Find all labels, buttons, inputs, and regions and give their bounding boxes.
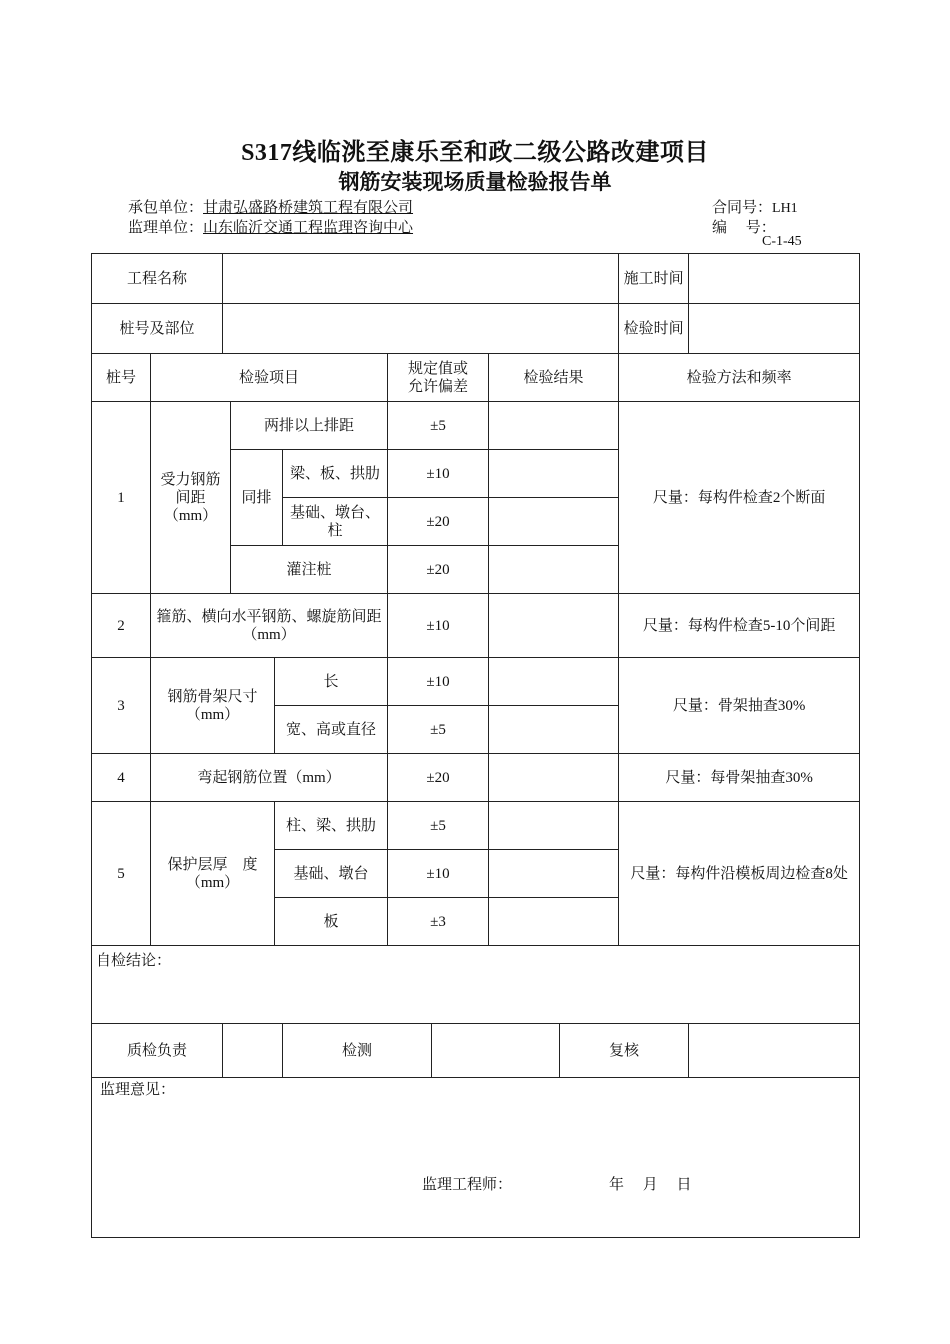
- row3-width-result[interactable]: [489, 706, 619, 754]
- supervisor-value: 山东临沂交通工程监理咨询中心: [203, 220, 414, 236]
- test-label: 检测: [283, 1024, 432, 1078]
- row4-spec: ±20: [388, 754, 489, 802]
- row3-length-label: 长: [275, 658, 388, 706]
- form-code: C-1-45: [762, 234, 802, 249]
- row4-no: 4: [92, 754, 151, 802]
- test-field[interactable]: [432, 1024, 560, 1078]
- contractor-value: 甘肃弘盛路桥建筑工程有限公司: [203, 200, 414, 216]
- project-name-field[interactable]: [223, 254, 619, 304]
- row5-foundation-result[interactable]: [489, 850, 619, 898]
- station-label: 桩号及部位: [92, 304, 223, 354]
- inspection-time-field[interactable]: [689, 304, 860, 354]
- row3-length-spec: ±10: [388, 658, 489, 706]
- row2-method: 尺量：每构件检查5-10个间距: [619, 594, 860, 658]
- row5-method: 尺量：每构件沿模板周边检查8处: [619, 802, 860, 946]
- row3-no: 3: [92, 658, 151, 754]
- row5-column-label: 柱、梁、拱肋: [275, 802, 388, 850]
- row5-no: 5: [92, 802, 151, 946]
- serial-no-label: 编 号：: [712, 220, 776, 236]
- row1-beam-label: 梁、板、拱肋: [283, 450, 388, 498]
- form-title: 钢筋安装现场质量检验报告单: [338, 170, 612, 194]
- row2-spec: ±10: [388, 594, 489, 658]
- contractor-line: [128, 196, 413, 217]
- row1-pile-label: 灌注桩: [231, 546, 388, 594]
- supervisor-line: [128, 216, 413, 237]
- row5-slab-label: 板: [275, 898, 388, 946]
- row1-foundation-result[interactable]: [489, 498, 619, 546]
- row1-foundation-label: 基础、墩台、柱: [283, 498, 388, 546]
- row1-method: 尺量：每构件检查2个断面: [619, 402, 860, 594]
- construction-time-label: 施工时间: [619, 254, 689, 304]
- supervision-section[interactable]: [92, 1078, 860, 1238]
- project-name-label: 工程名称: [92, 254, 223, 304]
- contract-no-value: LH1: [772, 201, 798, 216]
- row1-two-rows-result[interactable]: [489, 402, 619, 450]
- row5-foundation-label: 基础、墩台: [275, 850, 388, 898]
- inspection-table: [91, 253, 860, 1238]
- row3-length-result[interactable]: [489, 658, 619, 706]
- row1-beam-spec: ±10: [388, 450, 489, 498]
- supervision-engineer-label: 监理工程师：: [422, 1177, 513, 1193]
- row1-two-rows-spec: ±5: [388, 402, 489, 450]
- col-header-item: 检验项目: [151, 354, 388, 402]
- row3-group: 钢筋骨架尺寸（mm）: [151, 658, 275, 754]
- supervisor-label: 监理单位：: [128, 220, 204, 236]
- row1-same-row-label: 同排: [231, 450, 283, 546]
- self-check-label: 自检结论：: [96, 953, 172, 969]
- col-header-result: 检验结果: [489, 354, 619, 402]
- self-check-section[interactable]: [92, 946, 860, 1024]
- row2-no: 2: [92, 594, 151, 658]
- station-field[interactable]: [223, 304, 619, 354]
- row4-result[interactable]: [489, 754, 619, 802]
- row1-pile-result[interactable]: [489, 546, 619, 594]
- row1-group: 受力钢筋间距（mm）: [151, 402, 231, 594]
- construction-time-field[interactable]: [689, 254, 860, 304]
- col-header-no: 桩号: [92, 354, 151, 402]
- supervision-date: 年 月 日: [609, 1177, 692, 1193]
- inspection-time-label: 检验时间: [619, 304, 689, 354]
- row1-foundation-spec: ±20: [388, 498, 489, 546]
- qc-label: 质检负责: [92, 1024, 223, 1078]
- row3-width-label: 宽、高或直径: [275, 706, 388, 754]
- row1-no: 1: [92, 402, 151, 594]
- qc-field[interactable]: [223, 1024, 283, 1078]
- row3-width-spec: ±5: [388, 706, 489, 754]
- row5-slab-result[interactable]: [489, 898, 619, 946]
- contract-no: [712, 196, 798, 217]
- row1-beam-result[interactable]: [489, 450, 619, 498]
- contractor-label: 承包单位：: [128, 200, 204, 216]
- row3-method: 尺量：骨架抽查30%: [619, 658, 860, 754]
- col-header-spec: 规定值或允许偏差: [388, 354, 489, 402]
- row4-item: 弯起钢筋位置（mm）: [151, 754, 388, 802]
- row1-pile-spec: ±20: [388, 546, 489, 594]
- row5-foundation-spec: ±10: [388, 850, 489, 898]
- row5-column-result[interactable]: [489, 802, 619, 850]
- document-title: S317线临洮至康乐至和政二级公路改建项目: [241, 140, 709, 166]
- supervision-opinion-label: 监理意见：: [100, 1082, 176, 1098]
- col-header-method: 检验方法和频率: [619, 354, 860, 402]
- review-label: 复核: [560, 1024, 689, 1078]
- row5-slab-spec: ±3: [388, 898, 489, 946]
- row5-column-spec: ±5: [388, 802, 489, 850]
- contract-no-label: 合同号：: [712, 200, 773, 216]
- row4-method: 尺量：每骨架抽查30%: [619, 754, 860, 802]
- row2-item: 箍筋、横向水平钢筋、螺旋筋间距（mm）: [151, 594, 388, 658]
- row5-group: 保护层厚 度（mm）: [151, 802, 275, 946]
- review-field[interactable]: [689, 1024, 860, 1078]
- row1-two-rows-label: 两排以上排距: [231, 402, 388, 450]
- row2-result[interactable]: [489, 594, 619, 658]
